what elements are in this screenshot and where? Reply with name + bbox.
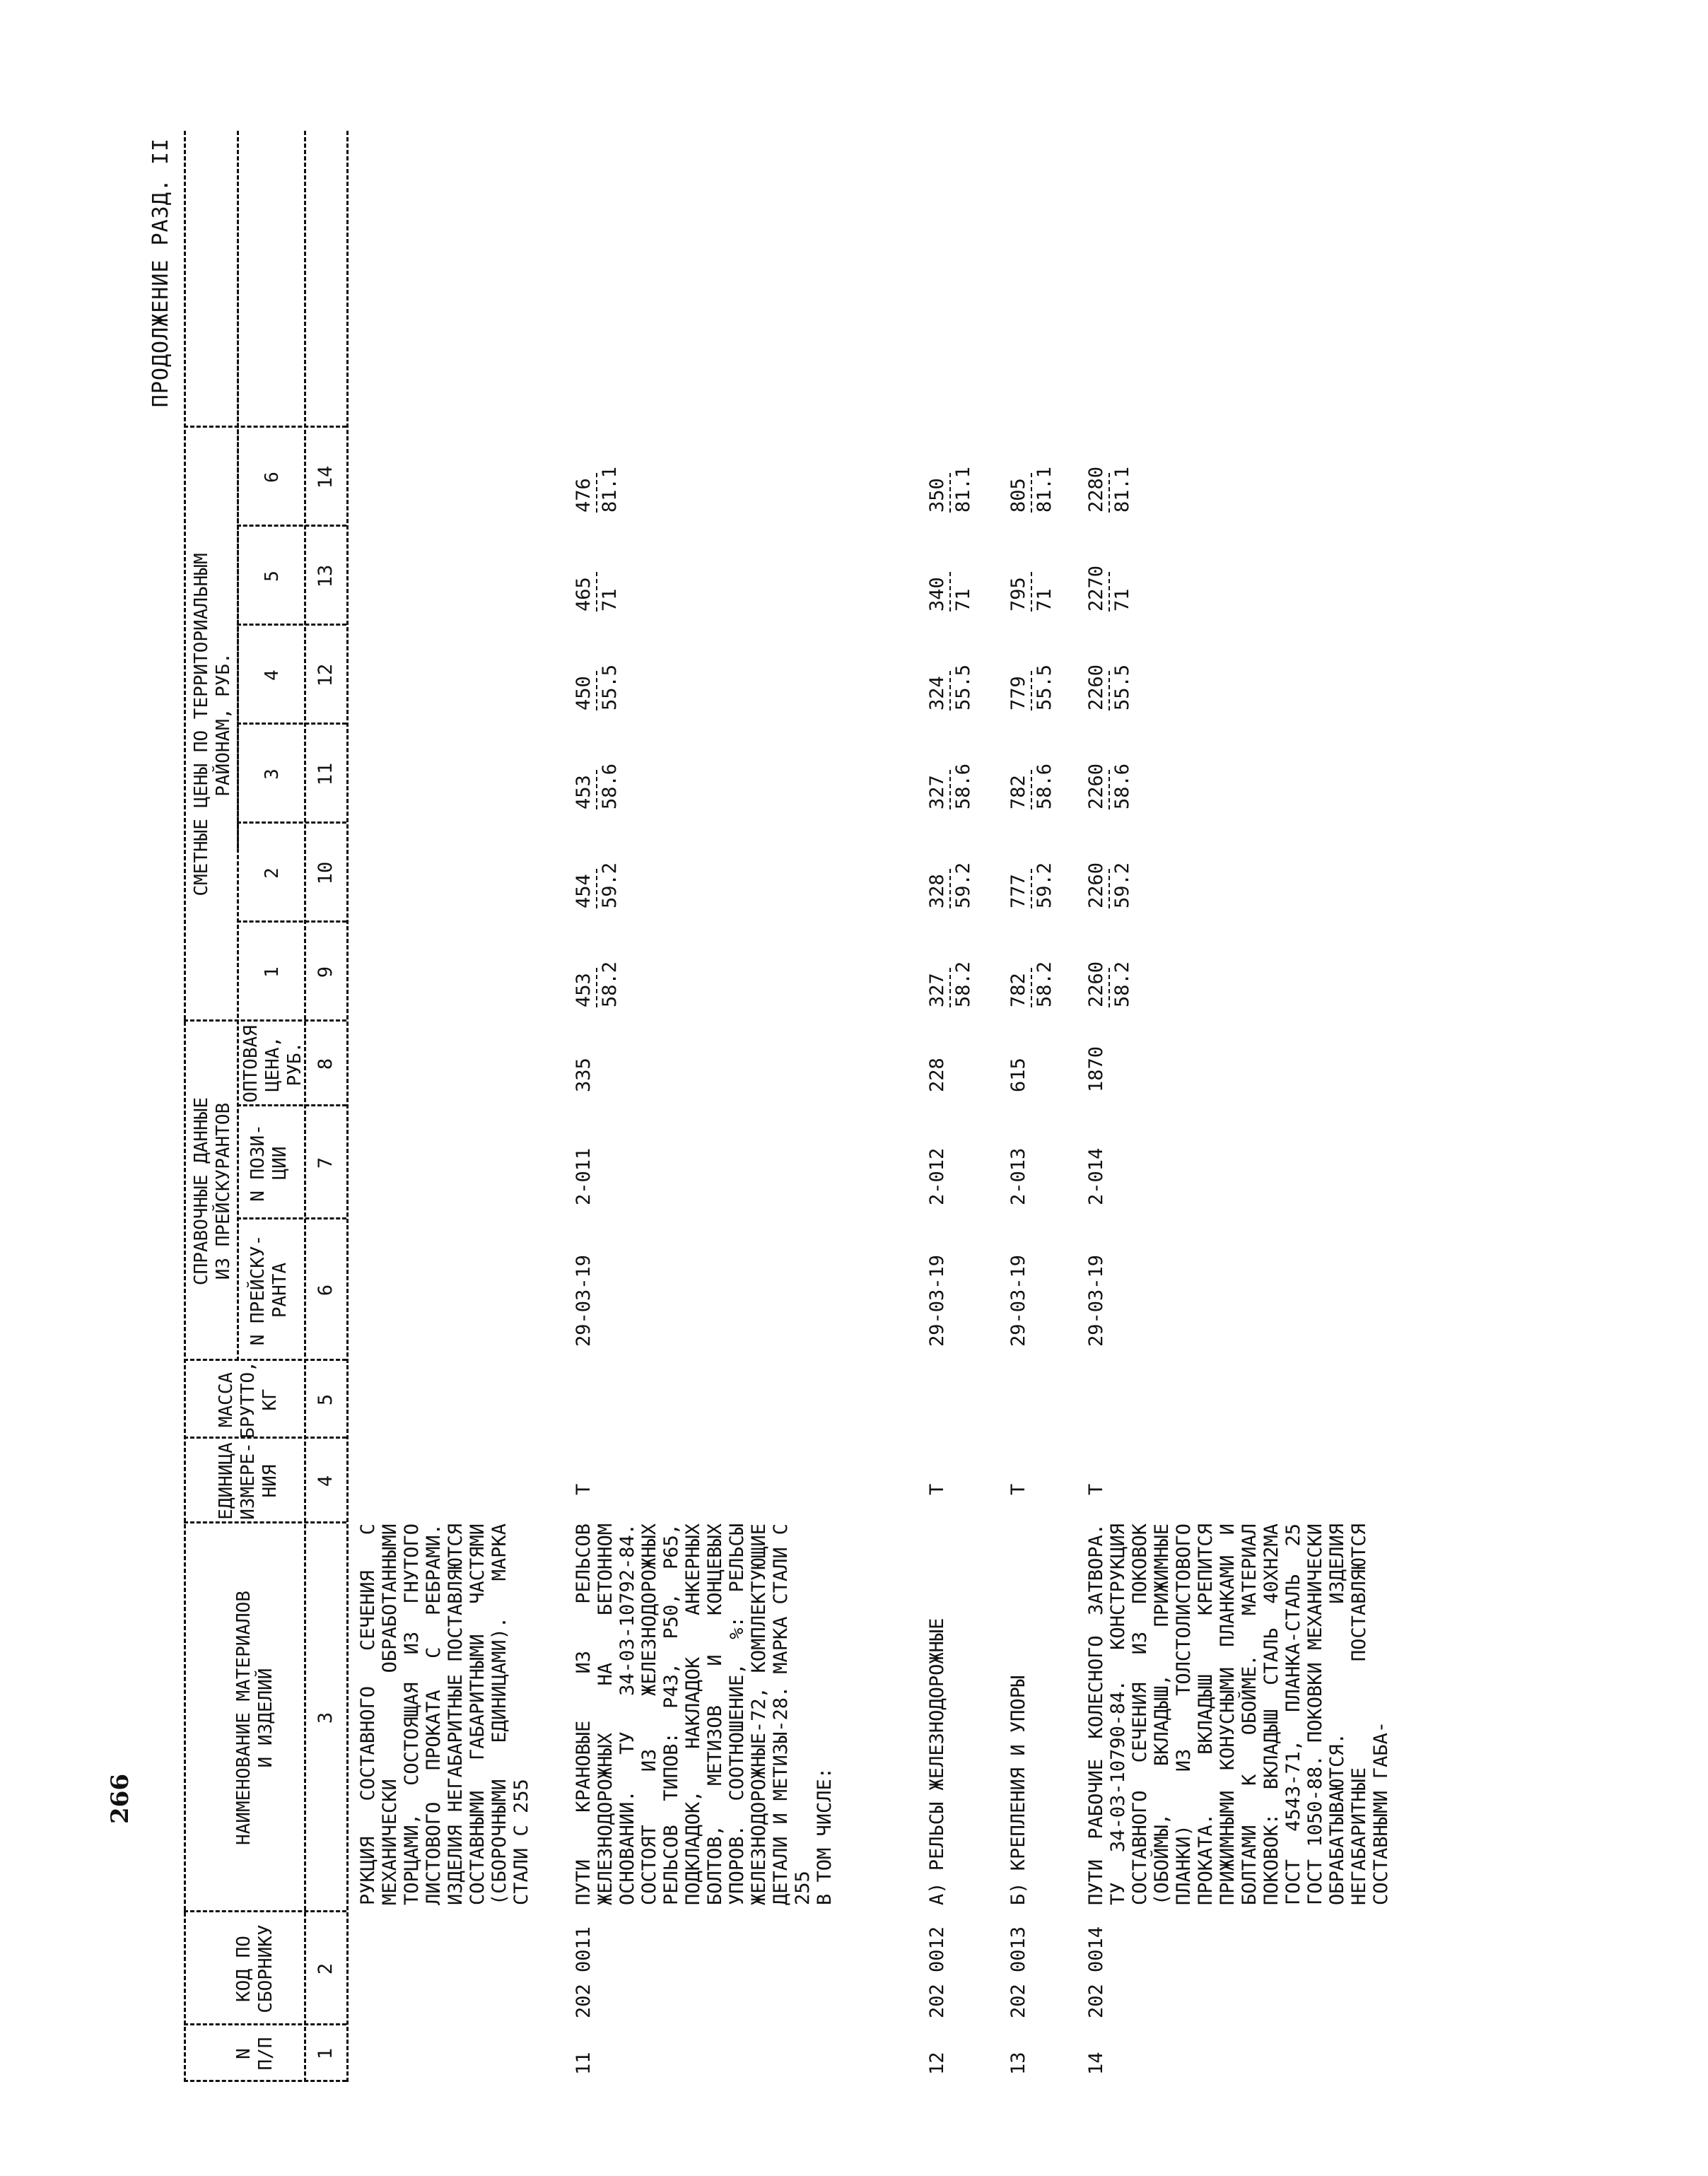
price-d1: 453 58.2 bbox=[573, 961, 621, 1007]
header-wholesale: ОПТОВАЯ ЦЕНА, РУБ. bbox=[240, 1025, 305, 1103]
price-d5: 465 71 bbox=[573, 527, 621, 612]
price-d5: 340 71 bbox=[926, 527, 974, 612]
price-d6: 2280 81.1 bbox=[1085, 466, 1133, 513]
price-d2: 454 59.2 bbox=[573, 862, 621, 908]
price-d4: 779 55.5 bbox=[1007, 664, 1055, 710]
column-number-rule bbox=[346, 131, 349, 2082]
district-2: 2 bbox=[262, 867, 283, 879]
colnum-4: 4 bbox=[315, 1475, 337, 1487]
row-position: 2-014 bbox=[1085, 1147, 1107, 1205]
colnum-3: 3 bbox=[315, 1712, 337, 1724]
price-d1: 782 58.2 bbox=[1007, 961, 1055, 1007]
row-unit: Т bbox=[1007, 1483, 1029, 1495]
page-number: 266 bbox=[106, 1774, 134, 1824]
header-pricelist: N ПРЕЙСКУ- РАНТА bbox=[247, 1234, 291, 1346]
row-pricelist: 29-03-19 bbox=[1085, 1254, 1107, 1347]
row-wholesale: 335 bbox=[573, 1058, 595, 1092]
row-number: 11 bbox=[573, 2052, 595, 2075]
district-1: 1 bbox=[262, 966, 283, 978]
row-code: 202 0013 bbox=[1007, 1926, 1029, 2018]
colnum-1: 1 bbox=[315, 2047, 337, 2060]
price-d5: 795 71 bbox=[1007, 527, 1055, 612]
row-code: 202 0011 bbox=[573, 1926, 595, 2018]
row-pricelist: 29-03-19 bbox=[1007, 1254, 1029, 1347]
row-position: 2-011 bbox=[573, 1147, 595, 1205]
colnum-11: 11 bbox=[315, 762, 337, 786]
price-d3: 453 58.6 bbox=[573, 763, 621, 809]
row-number: 13 bbox=[1007, 2052, 1029, 2075]
price-d4: 450 55.5 bbox=[573, 664, 621, 710]
header-unit: ЕДИНИЦА ИЗМЕРЕ- НИЯ bbox=[216, 1442, 281, 1520]
header-name: НАИМЕНОВАНИЕ МАТЕРИАЛОВ И ИЗДЕЛИЙ bbox=[233, 1590, 276, 1846]
colnum-12: 12 bbox=[315, 663, 337, 687]
row-name: Б) КРЕПЛЕНИЯ И УПОРЫ bbox=[1007, 1675, 1029, 1905]
price-d6: 476 81.1 bbox=[573, 466, 621, 513]
header-mass: МАССА БРУТТО, КГ bbox=[216, 1361, 281, 1439]
price-table-sheet bbox=[141, 131, 1605, 2082]
colnum-13: 13 bbox=[315, 564, 337, 588]
row-number: 14 bbox=[1085, 2052, 1107, 2075]
colnum-7: 7 bbox=[315, 1157, 337, 1169]
row-name: ПУТИ РАБОЧИЕ КОЛЕСНОГО ЗАТВОРА. ТУ 34-03-10790-84. КОНСТРУКЦИЯ СОСТАВНОГО СЕЧЕНИЯ ИЗ ПОКОВОК (ОБОЙМЫ, ВКЛАДЫШ, ПРИЖИМНЫЕ ПЛАНКИ) ИЗ ТОЛСТОЛИСТОВОГО ПРОКАТА. ВКЛАДЫШ КРЕПИТСЯ ПРИЖИМНЫМИ КОНУСНЫМИ ПЛАНКАМИ И БОЛТАМИ К ОБОЙМЕ. МАТЕРИАЛ ПОКОВОК: ВКЛАДЫШ СТАЛЬ 40ХН2МА ГОСТ 4543-71, ПЛАНКА-СТАЛЬ 25 ГОСТ 1050-88. ПОКОВКИ МЕХАНИЧЕСКИ ОБРАБАТЫВАЮТСЯ. ИЗДЕЛИЯ НЕГАБАРИТНЫЕ ПОСТАВЛЯЮТСЯ СОСТАВНЫМИ ГАБА- bbox=[1085, 1523, 1392, 1905]
row-unit: Т bbox=[573, 1483, 595, 1495]
price-d1: 327 58.2 bbox=[926, 961, 974, 1007]
row-position: 2-012 bbox=[926, 1147, 948, 1205]
row-wholesale: 615 bbox=[1007, 1058, 1029, 1092]
row-pricelist: 29-03-19 bbox=[573, 1254, 595, 1347]
row-name: А) РЕЛЬСЫ ЖЕЛЕЗНОДОРОЖНЫЕ bbox=[926, 1618, 948, 1905]
price-d2: 777 59.2 bbox=[1007, 862, 1055, 908]
header-position: N ПОЗИ- ЦИИ bbox=[247, 1124, 291, 1202]
district-4: 4 bbox=[262, 669, 283, 681]
row-unit: Т bbox=[1085, 1483, 1107, 1495]
district-6: 6 bbox=[262, 472, 283, 483]
price-d2: 2260 59.2 bbox=[1085, 862, 1133, 908]
colnum-6: 6 bbox=[315, 1284, 337, 1297]
price-d5: 2270 71 bbox=[1085, 565, 1133, 612]
row-code: 202 0012 bbox=[926, 1926, 948, 2018]
header-top-rule bbox=[184, 131, 186, 2082]
district-3: 3 bbox=[262, 768, 283, 780]
price-d3: 327 58.6 bbox=[926, 763, 974, 809]
price-group-rule bbox=[237, 131, 239, 848]
header-bottom-rule bbox=[304, 131, 306, 2082]
running-title: ПРОДОЛЖЕНИЕ РАЗД. II bbox=[148, 138, 173, 408]
price-d6: 805 81.1 bbox=[1007, 466, 1055, 513]
colnum-9: 9 bbox=[315, 966, 337, 978]
colnum-2: 2 bbox=[315, 1963, 337, 1975]
row-number: 12 bbox=[926, 2052, 948, 2075]
price-d1: 2260 58.2 bbox=[1085, 961, 1133, 1007]
row-pricelist: 29-03-19 bbox=[926, 1254, 948, 1347]
row-wholesale: 1870 bbox=[1085, 1046, 1107, 1092]
header-ref-group: СПРАВОЧНЫЕ ДАННЫЕ ИЗ ПРЕЙСКУРАНТОВ bbox=[191, 1096, 234, 1286]
district-5: 5 bbox=[262, 571, 283, 582]
price-d4: 2260 55.5 bbox=[1085, 664, 1133, 710]
row-name: ПУТИ КРАНОВЫЕ ИЗ РЕЛЬСОВ ЖЕЛЕЗНОДОРОЖНЫХ НА БЕТОННОМ ОСНОВАНИИ. ТУ 34-03-10792-84. СОСТОЯТ ИЗ ЖЕЛЕЗНОДОРОЖНЫХ РЕЛЬСОВ ТИПОВ: Р43, Р50, Р65, ПОДКЛАДОК, НАКЛАДОК АНКЕРНЫХ БОЛТОВ, МЕТИЗОВ И КОНЦЕВЫХ УПОРОВ. СООТНОШЕНИЕ, %: РЕЛЬСЫ ЖЕЛЕЗНОДОРОЖНЫЕ-72, КОМПЛЕКТУЮЩИЕ ДЕТАЛИ И МЕТИЗЫ-28. МАРКА СТАЛИ С 255 В ТОМ ЧИСЛЕ: bbox=[573, 1523, 836, 1905]
colnum-14: 14 bbox=[315, 465, 337, 489]
name-cell: РУКЦИЯ СОСТАВНОГО СЕЧЕНИЯ С МЕХАНИЧЕСКИ ОБРАБОТАННЫМИ ТОРЦАМИ, СОСТОЯЩАЯ ИЗ ГНУТОГО ЛИСТОВОГО ПРОКАТА С РЕБРАМИ. ИЗДЕЛИЯ НЕГАБАРИТНЫЕ ПОСТАВЛЯЮТСЯ СОСТАВНЫМИ ГАБАРИТНЫМИ ЧАСТЯМИ (СБОРОЧНЫМИ ЕДИНИЦАМИ). МАРКА СТАЛИ С 255 bbox=[357, 1523, 532, 1905]
price-d6: 350 81.1 bbox=[926, 466, 974, 513]
colnum-8: 8 bbox=[315, 1058, 337, 1070]
row-unit: Т bbox=[926, 1483, 948, 1495]
colnum-10: 10 bbox=[315, 861, 337, 885]
row-position: 2-013 bbox=[1007, 1147, 1029, 1205]
header-price-group: СМЕТНЫЕ ЦЕНЫ ПО ТЕРРИТОРИАЛЬНЫМ РАЙОНАМ, РУБ. bbox=[191, 553, 234, 896]
header-code: КОД ПО СБОРНИКУ bbox=[233, 1924, 276, 2013]
price-d3: 782 58.6 bbox=[1007, 763, 1055, 809]
row-wholesale: 228 bbox=[926, 1058, 948, 1092]
price-d3: 2260 58.6 bbox=[1085, 763, 1133, 809]
colnum-5: 5 bbox=[315, 1393, 337, 1406]
price-d2: 328 59.2 bbox=[926, 862, 974, 908]
price-d4: 324 55.5 bbox=[926, 664, 974, 710]
header-n: N П/П bbox=[233, 2037, 276, 2071]
row-code: 202 0014 bbox=[1085, 1926, 1107, 2018]
